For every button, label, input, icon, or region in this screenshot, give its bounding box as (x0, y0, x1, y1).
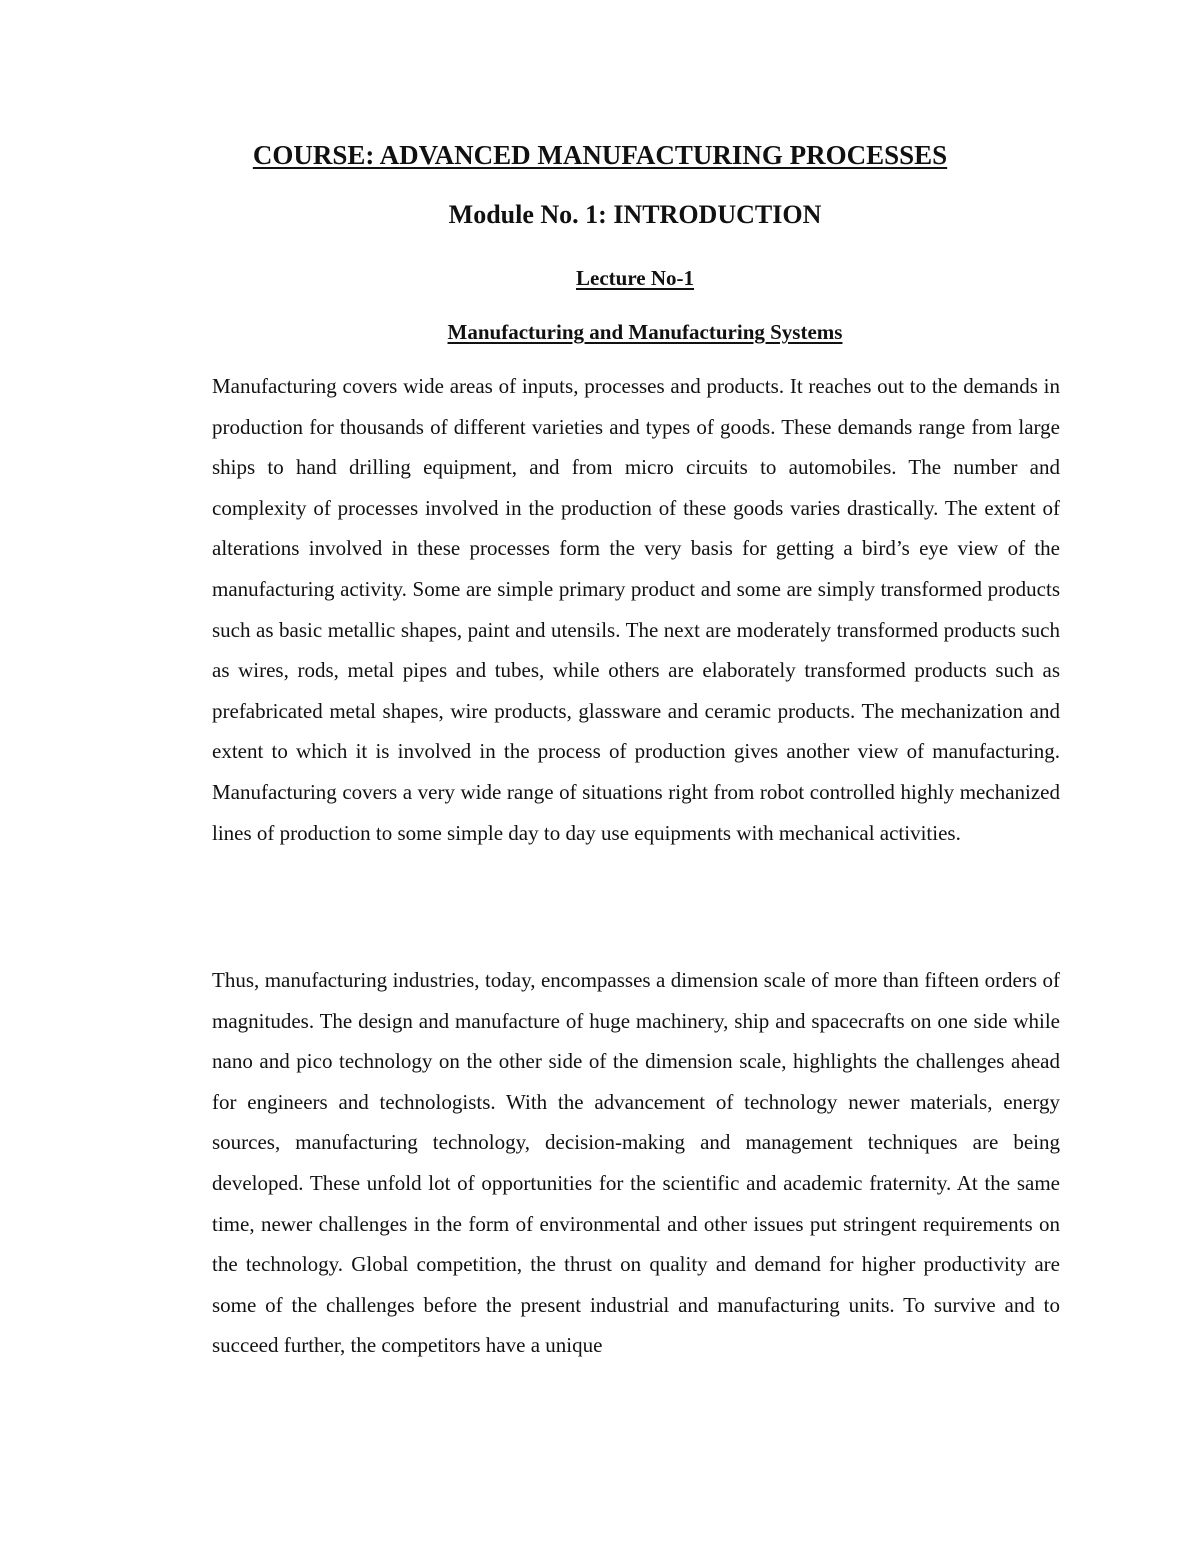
lecture-title: Lecture No-1 (576, 266, 694, 290)
module-title: Module No. 1: INTRODUCTION (448, 200, 822, 229)
section-title: Manufacturing and Manufacturing Systems (447, 320, 843, 344)
course-title: COURSE: ADVANCED MANUFACTURING PROCESSES (252, 140, 948, 170)
body-paragraph-2: Thus, manufacturing industries, today, encompasses a dimension scale of more than fifteen orders of magnitudes. The design and manufacture of huge machinery, ship and spacecrafts on one side while nano and pico technology on the other side of the dimension scale, highlights the challenges ahead for engineers and technologists. With the advancement of technology newer materials, energy sources, manufacturing technology, decision-making and management techniques are being developed. These unfold lot of opportunities for the scientific and academic fraternity. At the same time, newer challenges in the form of environmental and other issues put stringent requirements on the technology. Global competition, the thrust on quality and demand for higher productivity are some of the challenges before the present industrial and manufacturing units. To survive and to succeed further, the competitors have a unique (212, 968, 1060, 1358)
body-paragraph-1: Manufacturing covers wide areas of inputs, processes and products. It reaches out to the demands in production for thousands of different varieties and types of goods. These demands range from large ships to hand drilling equipment, and from micro circuits to automobiles. The number and complexity of processes involved in the production of these goods varies drastically. The extent of alterations involved in these processes form the very basis for getting a bird’s eye view of the manufacturing activity. Some are simple primary product and some are simply transformed products such as basic metallic shapes, paint and utensils. The next are moderately transformed products such as wires, rods, metal pipes and tubes, while others are elaborately transformed products such as prefabricated metal shapes, wire products, glassware and ceramic products. The mechanization and extent to which it is involved in the process of production gives another view of manufacturing. Manufacturing covers a very wide range of situations right from robot controlled highly mechanized lines of production to some simple day to day use equipments with mechanical activities. (212, 374, 1060, 845)
